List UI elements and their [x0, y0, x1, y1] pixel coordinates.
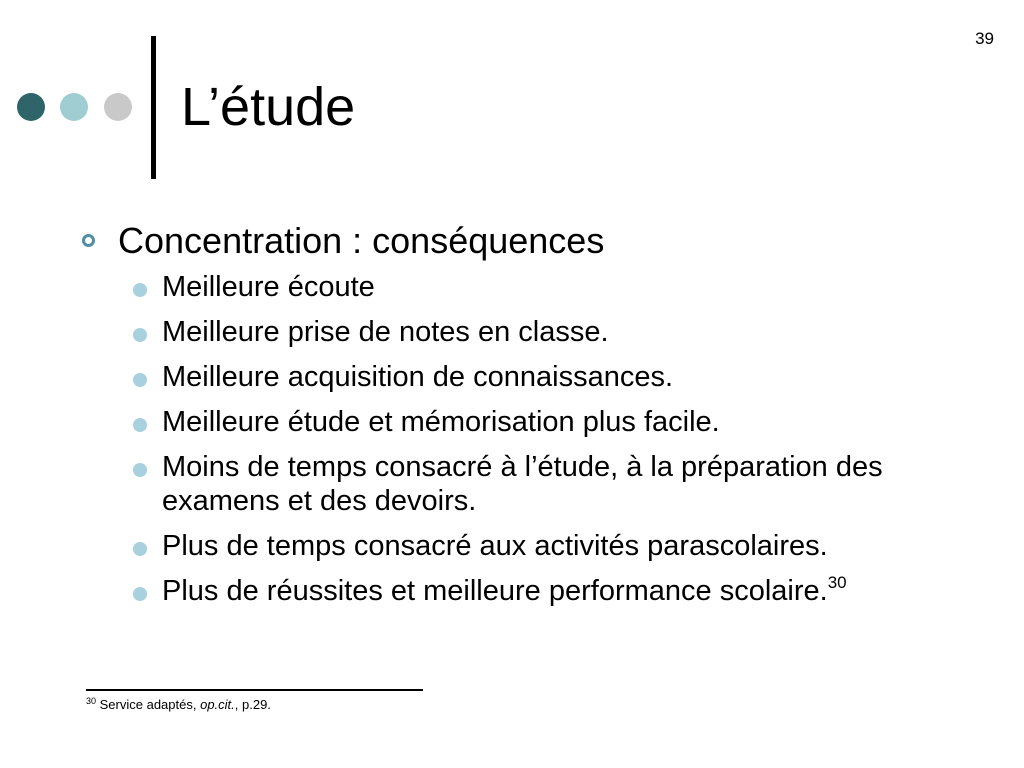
- dark-teal-dot-icon: [17, 93, 45, 121]
- footnote-page: , p.29.: [234, 697, 271, 712]
- list-item-text: Plus de réussites et meilleure performance scolaire.: [162, 575, 828, 607]
- footnote-source: Service adaptés,: [99, 697, 201, 712]
- list-item-text: Meilleure écoute: [162, 271, 375, 303]
- bullet-dot-icon: [133, 463, 147, 477]
- bullet-dot-icon: [133, 418, 147, 432]
- list-item: [133, 315, 954, 349]
- footnote-citation: op.cit.: [200, 697, 235, 712]
- list-item-text: Meilleure acquisition de connaissances.: [162, 361, 674, 393]
- ring-bullet-icon: [82, 234, 95, 247]
- list-item: [133, 574, 954, 608]
- bullet-dot-icon: [133, 587, 147, 601]
- footnote-divider: [86, 689, 423, 691]
- bullet-dot-icon: [133, 283, 147, 297]
- heading-text: Concentration : conséquences: [118, 220, 605, 261]
- list-item: [133, 450, 954, 518]
- list-item-text: Moins de temps consacré à l’étude, à la préparation des examens et des devoirs.: [162, 451, 883, 517]
- footnote-number: 30: [86, 696, 97, 706]
- footnote-reference: 30: [827, 573, 847, 592]
- list-item: [133, 529, 954, 563]
- decorative-dots: [17, 93, 133, 121]
- slide-title: L’étude: [181, 77, 356, 137]
- page-number: 39: [975, 29, 994, 48]
- list-item: [133, 270, 954, 304]
- gray-dot-icon: [104, 93, 132, 121]
- list-item: [133, 360, 954, 394]
- bullet-dot-icon: [133, 542, 147, 556]
- light-teal-dot-icon: [60, 93, 88, 121]
- list-item-text: Meilleure étude et mémorisation plus facile.: [162, 406, 720, 438]
- bullet-dot-icon: [133, 328, 147, 342]
- bullet-dot-icon: [133, 373, 147, 387]
- footnote: [86, 697, 271, 713]
- slide-content: [82, 218, 954, 619]
- list-item-text: Meilleure prise de notes en classe.: [162, 316, 609, 348]
- concentration-heading: [82, 218, 954, 264]
- list-item-text: Plus de temps consacré aux activités parascolaires.: [162, 530, 828, 562]
- title-vertical-rule: [151, 36, 156, 179]
- consequences-list: [82, 270, 954, 608]
- list-item: [133, 405, 954, 439]
